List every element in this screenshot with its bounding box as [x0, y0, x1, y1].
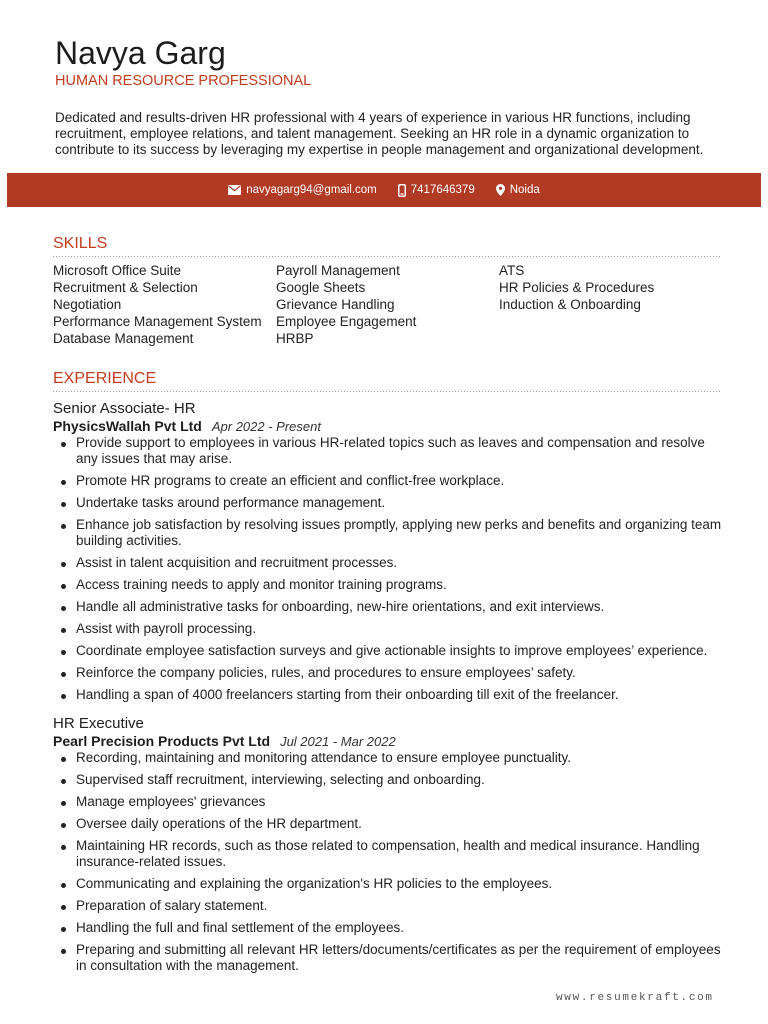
contact-location — [496, 183, 540, 197]
skill-item: HRBP — [276, 331, 314, 346]
job-entry — [53, 703, 722, 974]
job-bullet: Handling a span of 4000 freelancers starting from their onboarding till exit of the freelancer. — [53, 687, 722, 703]
job-bullet: Provide support to employees in various HR-related topics such as leaves and compensation and resolve any issues that may arise. — [53, 435, 722, 467]
skills-section — [53, 234, 722, 347]
contact-phone — [398, 183, 475, 197]
section-divider — [53, 256, 722, 257]
experience-section — [53, 369, 722, 974]
job-entry — [53, 392, 722, 703]
company-name: PhysicsWallah Pvt Ltd — [53, 418, 202, 434]
location-text: Noida — [509, 184, 540, 196]
job-bullet: Oversee daily operations of the HR department. — [53, 816, 722, 832]
job-bullet: Assist with payroll processing. — [53, 621, 722, 637]
company-row — [53, 733, 722, 750]
phone-text: 7417646379 — [410, 184, 475, 196]
job-bullet: Supervised staff recruitment, interviewing, selecting and onboarding. — [53, 772, 722, 788]
professional-title: HUMAN RESOURCE PROFESSIONAL — [55, 73, 312, 89]
skill-item: ATS — [499, 263, 525, 278]
skill-item: HR Policies & Procedures — [499, 280, 655, 295]
skill-item: Microsoft Office Suite — [53, 263, 182, 278]
job-bullet: Preparing and submitting all relevant HR letters/documents/certificates as per the requirement of employees in consultation with the management. — [53, 942, 722, 974]
skill-item: Performance Management System — [53, 314, 262, 329]
job-title: Senior Associate- HR — [53, 400, 196, 417]
skills-column — [276, 262, 499, 347]
job-bullet: Enhance job satisfaction by resolving issues promptly, applying new perks and benefits and organizing team building activities. — [53, 517, 722, 549]
job-bullet-list — [53, 435, 722, 703]
job-bullet: Recording, maintaining and monitoring attendance to ensure employee punctuality. — [53, 750, 722, 766]
skill-item: Recruitment & Selection — [53, 280, 198, 295]
job-bullet: Assist in talent acquisition and recruitment processes. — [53, 555, 722, 571]
resumekraft-watermark: www.resumekraft.com — [556, 992, 714, 1004]
job-dates: Apr 2022 - Present — [211, 419, 321, 434]
email-text: navyagarg94@gmail.com — [246, 184, 377, 196]
skill-item: Database Management — [53, 331, 194, 346]
skills-column — [53, 262, 276, 347]
job-bullet: Access training needs to apply and monitor training programs. — [53, 577, 722, 593]
job-bullet: Handling the full and final settlement of the employees. — [53, 920, 722, 936]
contact-email — [228, 183, 377, 197]
mobile-phone-icon — [398, 184, 406, 197]
company-name: Pearl Precision Products Pvt Ltd — [53, 733, 271, 749]
skills-heading: SKILLS — [53, 235, 108, 252]
experience-heading: EXPERIENCE — [53, 370, 157, 387]
skill-item: Induction & Onboarding — [499, 297, 641, 312]
job-dates: Jul 2021 - Mar 2022 — [280, 734, 396, 749]
job-bullet: Manage employees' grievances — [53, 794, 722, 810]
job-bullet: Handle all administrative tasks for onboarding, new-hire orientations, and exit interviews. — [53, 599, 722, 615]
job-bullet: Promote HR programs to create an efficient and conflict-free workplace. — [53, 473, 722, 489]
envelope-icon — [228, 185, 241, 195]
job-bullet: Maintaining HR records, such as those related to compensation, health and medical insurance. Handling insurance-related issues. — [53, 838, 722, 870]
job-bullet: Undertake tasks around performance management. — [53, 495, 722, 511]
skill-item: Grievance Handling — [276, 297, 395, 312]
company-row — [53, 418, 722, 435]
map-pin-icon — [496, 184, 505, 196]
contact-bar — [7, 173, 761, 207]
skills-column — [499, 262, 722, 347]
profile-summary: Dedicated and results-driven HR professional with 4 years of experience in various HR functions, including recruitment, employee relations, and talent management. Seeking an HR role in a dynamic organization to contribute to its success by leveraging my expertise in people management and organizational development. — [55, 110, 704, 157]
job-bullet: Reinforce the company policies, rules, and procedures to ensure employees’ safety. — [53, 665, 722, 681]
candidate-name: Navya Garg — [55, 35, 226, 71]
skill-item: Employee Engagement — [276, 314, 417, 329]
job-bullet: Preparation of salary statement. — [53, 898, 722, 914]
job-title: HR Executive — [53, 715, 144, 732]
job-bullet-list — [53, 750, 722, 974]
skill-item: Google Sheets — [276, 280, 366, 295]
job-bullet: Coordinate employee satisfaction surveys and give actionable insights to improve employees’ experience. — [53, 643, 722, 659]
job-bullet: Communicating and explaining the organization's HR policies to the employees. — [53, 876, 722, 892]
skill-item: Payroll Management — [276, 263, 400, 278]
skill-item: Negotiation — [53, 297, 122, 312]
skills-grid — [53, 262, 722, 347]
